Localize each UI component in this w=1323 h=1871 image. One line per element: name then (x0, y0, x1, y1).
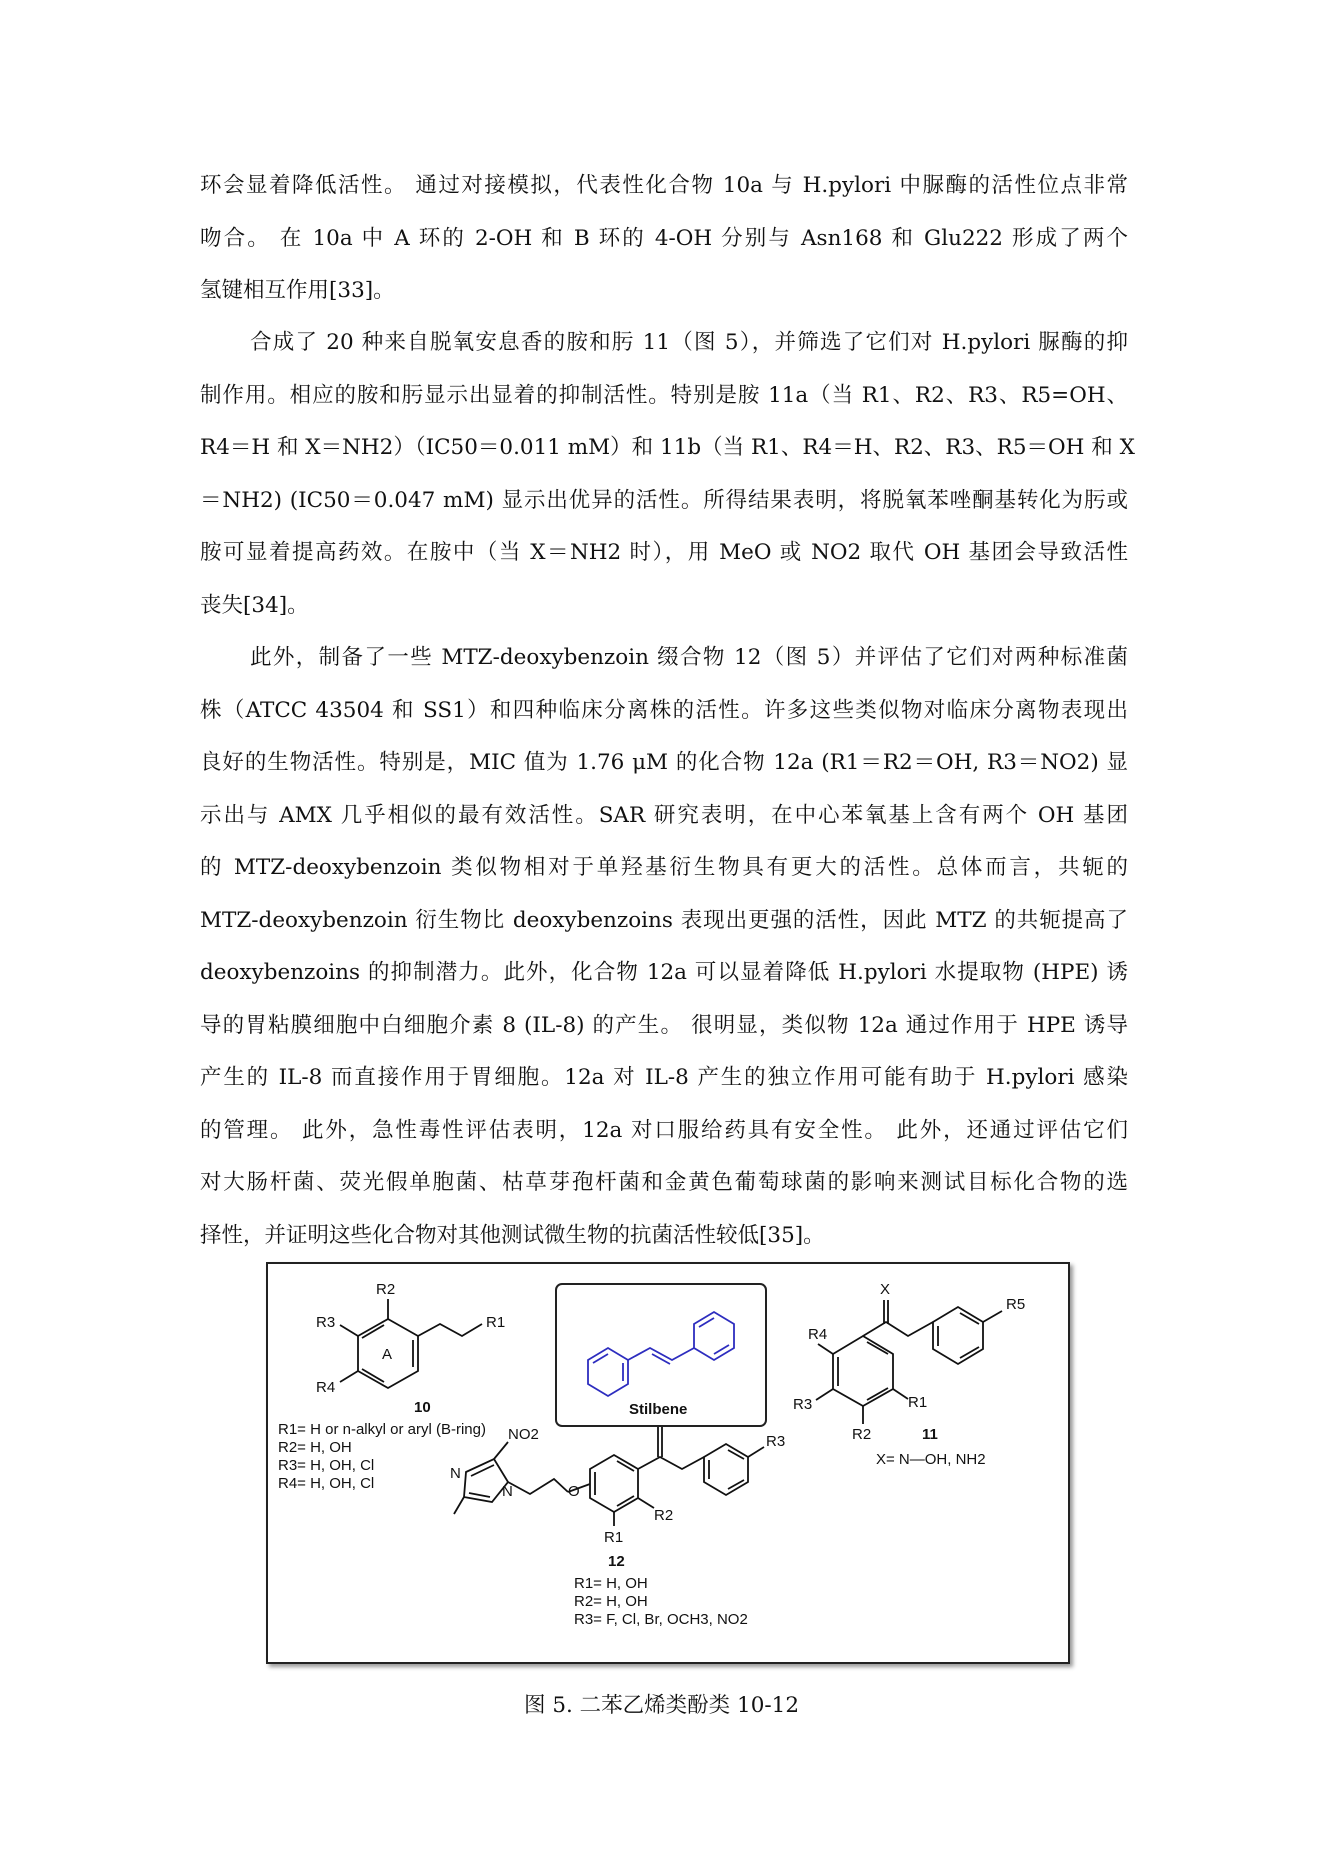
text-line: 的管理。 此外，急性毒性评估表明，12a 对口服给药具有安全性。 此外，还通过评估它们 (200, 1117, 1128, 1143)
compound-12-aryl-ring (704, 1444, 748, 1495)
compound-11-x-label: X (880, 1281, 891, 1298)
paragraph-2 (200, 317, 1135, 632)
figure-caption: 图 5. 二苯乙烯类酚类 10-12 (524, 1693, 799, 1718)
text-line: 吻合。 在 10a 中 A 环的 2-OH 和 B 环的 4-OH 分别与 Asn168 和 Glu222 形成了两个 (200, 225, 1128, 251)
compound-10-definition-r3: R3= H, OH, Cl (278, 1457, 375, 1474)
compound-10-ring-label: A (382, 1346, 393, 1363)
text-line: 胺可显着提高药效。在胺中（当 X＝NH2 时），用 MeO 或 NO2 取代 OH 基团会导致活性 (200, 540, 1128, 565)
compound-12-number: 12 (608, 1553, 625, 1570)
text-line: MTZ-deoxybenzoin 衍生物比 deoxybenzoins 表现出更强的活性，因此 MTZ 的共轭提高了 (200, 907, 1128, 933)
compound-12-r2-label: R2 (654, 1507, 674, 1524)
compound-12-r3-label: R3 (766, 1433, 786, 1450)
text-line: 合成了 20 种来自脱氧安息香的胺和肟 11（图 5），并筛选了它们对 H.pylori 脲酶的抑 (250, 330, 1128, 355)
text-line: 产生的 IL-8 而直接作用于胃细胞。12a 对 IL-8 产生的独立作用可能有助于 H.pylori 感染 (200, 1065, 1128, 1090)
compound-12-r1-label: R1 (604, 1529, 624, 1546)
compound-12-imidazole-n1-label: N (502, 1483, 513, 1500)
chemical-structures-svg (268, 1264, 1068, 1662)
text-line: 制作用。相应的胺和肟显示出显着的抑制活性。特别是胺 11a（当 R1、R2、R3、R5=OH、 (200, 382, 1128, 408)
text-line: R4＝H 和 X＝NH2）（IC50＝0.011 mM）和 11b（当 R1、R4＝H、R2、R3、R5＝OH 和 X (200, 435, 1135, 460)
paragraph-1 (200, 160, 1128, 318)
compound-10-definition-r4: R4= H, OH, Cl (278, 1475, 375, 1492)
text-line: 良好的生物活性。特别是，MIC 值为 1.76 μM 的化合物 12a (R1＝R2＝OH, R3＝NO2) 显 (200, 750, 1128, 775)
compound-10-r2-label: R2 (376, 1281, 396, 1298)
compound-12-definition-r1: R1= H, OH (574, 1575, 648, 1592)
compound-10-r4-label: R4 (316, 1379, 336, 1396)
compound-12-definition-r2: R2= H, OH (574, 1593, 648, 1610)
compound-11-r1-label: R1 (908, 1394, 928, 1411)
figure-5-structures (266, 1262, 1070, 1664)
text-line: 的 MTZ-deoxybenzoin 类似物相对于单羟基衍生物具有更大的活性。总体而言，共轭的 (200, 855, 1128, 880)
text-line: 丧失[34]。 (200, 592, 309, 618)
paragraph-3 (200, 632, 1128, 1262)
text-line: 对大肠杆菌、荧光假单胞菌、枯草芽孢杆菌和金黄色葡萄球菌的影响来测试目标化合物的选 (200, 1170, 1128, 1195)
compound-12-no2-label: NO2 (508, 1426, 539, 1443)
stilbene-label: Stilbene (629, 1401, 688, 1418)
compound-12-definition-r3: R3= F, Cl, Br, OCH3, NO2 (574, 1611, 748, 1628)
text-line: 环会显着降低活性。 通过对接模拟，代表性化合物 10a 与 H.pylori 中脲酶的活性位点非常 (200, 173, 1128, 198)
compound-11-r3-label: R3 (793, 1396, 813, 1413)
text-line: 此外，制备了一些 MTZ-deoxybenzoin 缀合物 12（图 5）并评估了它们对两种标准菌 (250, 645, 1128, 670)
compound-11-r2-label: R2 (852, 1426, 872, 1443)
text-line: 择性，并证明这些化合物对其他测试微生物的抗菌活性较低[35]。 (200, 1222, 825, 1248)
compound-10-number: 10 (414, 1399, 431, 1416)
compound-11-r5-label: R5 (1006, 1296, 1026, 1313)
compound-11-ring-a (833, 1336, 893, 1406)
compound-11-number: 11 (922, 1426, 938, 1443)
compound-11-ring-b (933, 1307, 983, 1364)
compound-10-definition-r2: R2= H, OH (278, 1439, 352, 1456)
text-line: ＝NH2) (IC50＝0.047 mM) 显示出优异的活性。所得结果表明，将脱氧苯唑酮基转化为肟或 (200, 487, 1128, 513)
compound-12-imidazole-n-label: N (450, 1465, 461, 1482)
compound-12-central-ring (590, 1455, 638, 1512)
stilbene-ring-right (694, 1312, 734, 1360)
compound-10-definition-r1: R1= H or n-alkyl or aryl (B-ring) (278, 1421, 486, 1438)
compound-10-r3-label: R3 (316, 1314, 336, 1331)
text-line: 示出与 AMX 几乎相似的最有效活性。SAR 研究表明，在中心苯氧基上含有两个 OH 基团 (200, 802, 1128, 828)
compound-11-r4-label: R4 (808, 1326, 828, 1343)
compound-10-r1-label: R1 (486, 1314, 506, 1331)
compound-11-definition-x: X= N—OH, NH2 (876, 1451, 986, 1468)
stilbene-ring-left (588, 1348, 628, 1396)
text-line: deoxybenzoins 的抑制潜力。此外，化合物 12a 可以显着降低 H.pylori 水提取物 (HPE) 诱 (200, 960, 1128, 985)
text-line: 株（ATCC 43504 和 SS1）和四种临床分离株的活性。许多这些类似物对临床分离物表现出 (200, 697, 1128, 723)
text-line: 氢键相互作用[33]。 (200, 278, 395, 303)
compound-12-ether-o-label: O (568, 1483, 580, 1500)
text-line: 导的胃粘膜细胞中白细胞介素 8 (IL-8) 的产生。 很明显，类似物 12a 通过作用于 HPE 诱导 (200, 1012, 1128, 1038)
